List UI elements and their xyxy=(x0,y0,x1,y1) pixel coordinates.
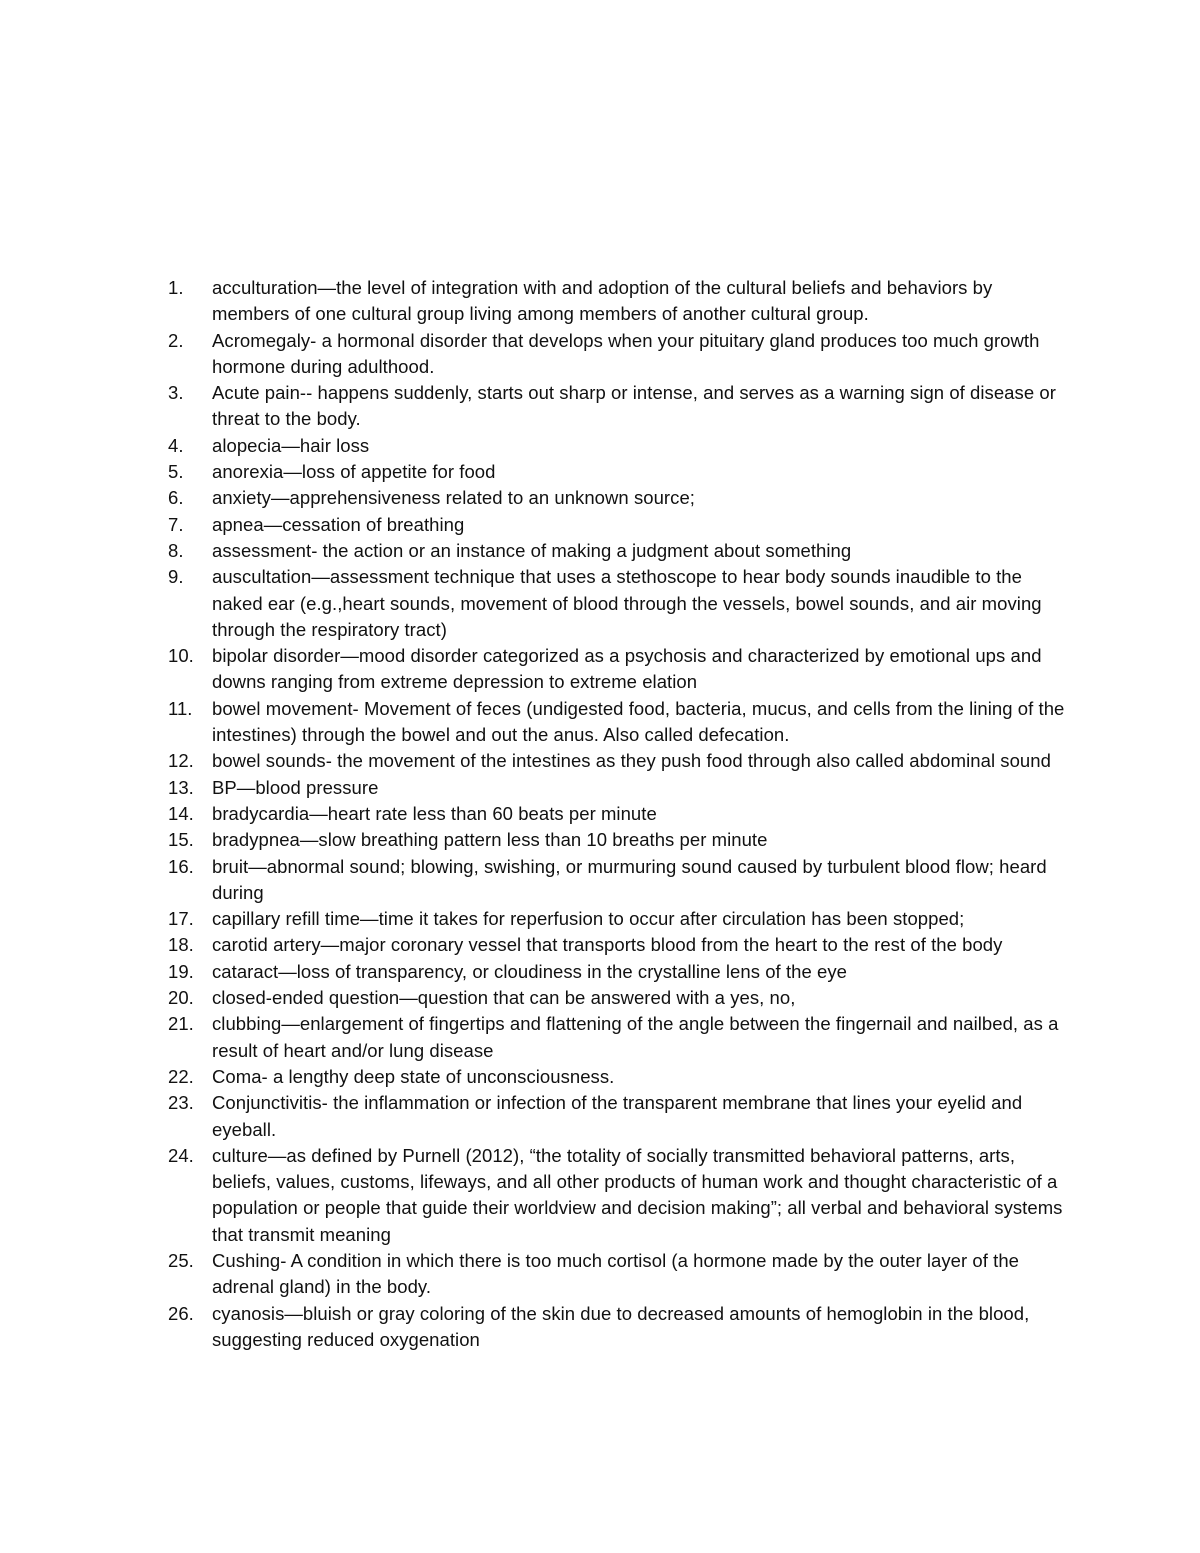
list-item xyxy=(168,932,1068,958)
list-item xyxy=(168,1248,1068,1301)
item-text: carotid artery—major coronary vessel that transports blood from the heart to the rest of the body xyxy=(212,934,1003,956)
item-number: 13. xyxy=(168,776,194,798)
item-text: bradycardia—heart rate less than 60 beats per minute xyxy=(212,802,657,824)
item-number: 4. xyxy=(168,434,184,456)
item-text: cyanosis—bluish or gray coloring of the skin due to decreased amounts of hemoglobin in the blood, suggesting reduced oxygenation xyxy=(212,1302,1030,1350)
item-number: 25. xyxy=(168,1249,194,1271)
list-item xyxy=(168,1143,1068,1248)
item-text: bowel sounds- the movement of the intestines as they push food through also called abdominal sound xyxy=(212,750,1051,772)
item-text: closed-ended question—question that can be answered with a yes, no, xyxy=(212,987,796,1009)
item-text: BP—blood pressure xyxy=(212,776,379,798)
list-item xyxy=(168,328,1068,381)
list-item xyxy=(168,380,1068,433)
item-number: 17. xyxy=(168,908,194,930)
item-text: apnea—cessation of breathing xyxy=(212,513,465,535)
item-number: 12. xyxy=(168,750,194,772)
item-number: 18. xyxy=(168,934,194,956)
item-number: 7. xyxy=(168,513,184,535)
item-number: 21. xyxy=(168,1013,194,1035)
item-number: 10. xyxy=(168,645,194,667)
item-text: assessment- the action or an instance of making a judgment about something xyxy=(212,539,852,561)
item-number: 24. xyxy=(168,1144,194,1166)
item-number: 6. xyxy=(168,487,184,509)
list-item xyxy=(168,1064,1068,1090)
item-number: 8. xyxy=(168,539,184,561)
item-number: 1. xyxy=(168,277,184,298)
list-item xyxy=(168,696,1068,749)
list-item xyxy=(168,1301,1068,1354)
item-text: Conjunctivitis- the inflammation or infection of the transparent membrane that lines your eyelid and eyeball. xyxy=(212,1092,1023,1140)
list-item xyxy=(168,827,1068,853)
terms-list xyxy=(168,275,1068,1353)
list-item xyxy=(168,906,1068,932)
list-item xyxy=(168,512,1068,538)
list-item xyxy=(168,433,1068,459)
item-text: cataract—loss of transparency, or cloudiness in the crystalline lens of the eye xyxy=(212,960,847,982)
item-number: 26. xyxy=(168,1302,194,1324)
item-text: Coma- a lengthy deep state of unconsciousness. xyxy=(212,1065,615,1087)
item-number: 23. xyxy=(168,1092,194,1114)
item-number: 15. xyxy=(168,829,194,851)
item-number: 2. xyxy=(168,329,184,351)
item-text: alopecia—hair loss xyxy=(212,434,370,456)
item-number: 3. xyxy=(168,382,184,404)
list-item xyxy=(168,801,1068,827)
list-item xyxy=(168,985,1068,1011)
item-text: culture—as defined by Purnell (2012), “the totality of socially transmitted behavioral patterns, arts, beliefs, values, customs, lifeways, and all other products of human work and thought characteristic of a population or people that guide their worldview and decision making”; all verbal and behavioral systems that transmit meaning xyxy=(212,1144,1063,1245)
item-text: clubbing—enlargement of fingertips and flattening of the angle between the fingernail and nailbed, as a result of heart and/or lung disease xyxy=(212,1013,1059,1061)
item-text: Acromegaly- a hormonal disorder that develops when your pituitary gland produces too much growth hormone during adulthood. xyxy=(212,329,1040,377)
list-item xyxy=(168,1090,1068,1143)
item-text: auscultation—assessment technique that uses a stethoscope to hear body sounds inaudible to the naked ear (e.g.,heart sounds, movement of blood through the vessels, bowel sounds, and air moving through the respiratory tract) xyxy=(212,566,1042,640)
list-item xyxy=(168,459,1068,485)
list-item xyxy=(168,275,1068,328)
item-number: 22. xyxy=(168,1065,194,1087)
item-text: anorexia—loss of appetite for food xyxy=(212,461,496,483)
item-text: bradypnea—slow breathing pattern less than 10 breaths per minute xyxy=(212,829,768,851)
item-number: 9. xyxy=(168,566,184,588)
list-item xyxy=(168,775,1068,801)
item-number: 19. xyxy=(168,960,194,982)
item-text: bipolar disorder—mood disorder categorized as a psychosis and characterized by emotional ups and downs ranging from extreme depression to extreme elation xyxy=(212,645,1042,693)
item-number: 14. xyxy=(168,802,194,824)
item-text: Cushing- A condition in which there is too much cortisol (a hormone made by the outer layer of the adrenal gland) in the body. xyxy=(212,1249,1019,1298)
list-item xyxy=(168,748,1068,774)
item-text: Acute pain-- happens suddenly, starts out sharp or intense, and serves as a warning sign of disease or threat to the body. xyxy=(212,382,1056,430)
item-number: 5. xyxy=(168,461,184,483)
list-item xyxy=(168,538,1068,564)
list-item xyxy=(168,564,1068,643)
list-item xyxy=(168,854,1068,907)
list-item xyxy=(168,1011,1068,1064)
item-number: 20. xyxy=(168,987,194,1009)
list-item xyxy=(168,959,1068,985)
item-text: anxiety—apprehensiveness related to an unknown source; xyxy=(212,487,695,509)
item-text: acculturation—the level of integration with and adoption of the cultural beliefs and behaviors by members of one cultural group living among members of another cultural group. xyxy=(212,277,993,325)
item-number: 16. xyxy=(168,855,194,877)
item-number: 11. xyxy=(168,697,193,719)
item-text: bowel movement- Movement of feces (undigested food, bacteria, mucus, and cells from the lining of the intestines) through the bowel and out the anus. Also called defecation. xyxy=(212,697,1065,746)
list-item xyxy=(168,485,1068,511)
item-text: bruit—abnormal sound; blowing, swishing, or murmuring sound caused by turbulent blood flow; heard during xyxy=(212,855,1047,903)
list-item xyxy=(168,643,1068,696)
item-text: capillary refill time—time it takes for reperfusion to occur after circulation has been stopped; xyxy=(212,908,965,930)
